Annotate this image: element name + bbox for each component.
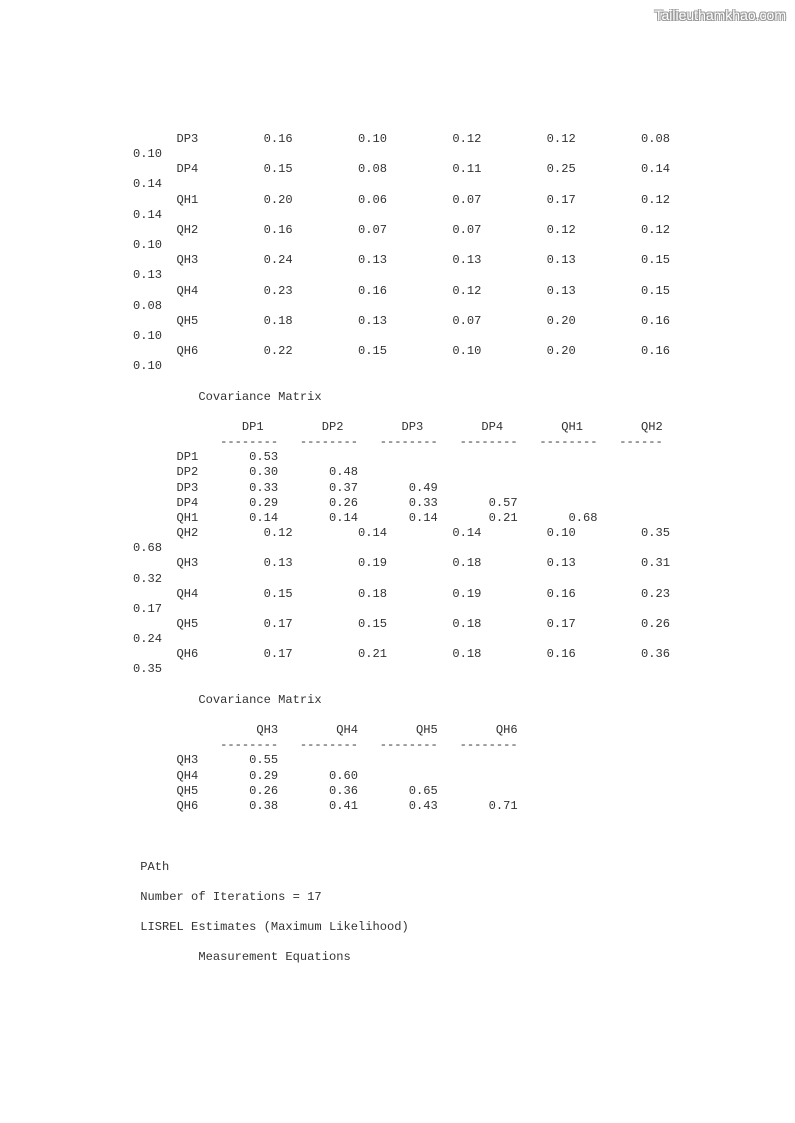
output-line: QH3 0.24 0.13 0.13 0.13 0.15 [133, 253, 671, 268]
output-line: DP3 0.33 0.37 0.49 [133, 480, 438, 495]
output-line: 0.10 [133, 147, 163, 162]
output-line: DP1 0.53 [133, 450, 279, 465]
output-line: 0.10 [133, 238, 163, 253]
output-line: QH1 0.14 0.14 0.14 0.21 0.68 [133, 510, 598, 525]
output-line: QH3 0.55 [133, 753, 279, 768]
output-line: QH2 0.12 0.14 0.14 0.10 0.35 [133, 526, 671, 541]
output-line: QH3 QH4 QH5 QH6 [133, 723, 518, 738]
output-line: QH6 0.22 0.15 0.10 0.20 0.16 [133, 344, 671, 359]
output-line [133, 708, 670, 723]
output-line: DP4 0.29 0.26 0.33 0.57 [133, 495, 518, 510]
output-line: 0.14 [133, 177, 163, 192]
output-line: DP3 0.16 0.10 0.12 0.12 0.08 [133, 132, 671, 146]
output-line [133, 844, 670, 859]
output-line: QH5 0.17 0.15 0.18 0.17 0.26 [133, 617, 671, 631]
output-line: QH2 0.16 0.07 0.07 0.12 0.12 [133, 222, 671, 237]
output-line: DP4 0.15 0.08 0.11 0.25 0.14 [133, 162, 671, 177]
output-line: QH5 0.26 0.36 0.65 [133, 783, 438, 798]
lisrel-output-text [133, 132, 670, 966]
output-line: 0.13 [133, 268, 163, 283]
output-line: 0.10 [133, 359, 163, 374]
output-line: -------- -------- -------- -------- [133, 738, 518, 753]
output-line: Covariance Matrix [133, 692, 322, 707]
output-line: 0.08 [133, 298, 163, 313]
output-line [133, 405, 670, 420]
output-line: 0.14 [133, 207, 163, 222]
output-line: 0.68 [133, 541, 163, 556]
output-line: QH4 0.23 0.16 0.12 0.13 0.15 [133, 283, 671, 298]
output-line: Number of Iterations = 17 [133, 889, 322, 904]
output-line: 0.24 [133, 632, 163, 647]
output-line [133, 375, 670, 390]
output-line: 0.10 [133, 329, 163, 344]
output-line: Covariance Matrix [133, 389, 322, 404]
output-line [133, 905, 670, 920]
output-line: DP1 DP2 DP3 DP4 QH1 QH2 [133, 419, 663, 434]
output-line: QH6 0.38 0.41 0.43 0.71 [133, 798, 518, 813]
output-line: QH4 0.15 0.18 0.19 0.16 0.23 [133, 586, 671, 601]
watermark: Tailieuthamkhao.com [654, 7, 786, 23]
output-line [133, 829, 670, 844]
output-line: QH3 0.13 0.19 0.18 0.13 0.31 [133, 556, 671, 571]
output-line: QH4 0.29 0.60 [133, 768, 358, 783]
output-line: DP2 0.30 0.48 [133, 465, 358, 480]
output-line [133, 814, 670, 829]
output-line: QH5 0.18 0.13 0.07 0.20 0.16 [133, 313, 671, 328]
output-line: -------- -------- -------- -------- -------- ------ [133, 435, 663, 450]
output-line: Measurement Equations [133, 950, 351, 965]
output-line: 0.35 [133, 662, 163, 677]
output-line: PAth [133, 859, 170, 874]
output-line: QH1 0.20 0.06 0.07 0.17 0.12 [133, 192, 671, 207]
output-line: LISREL Estimates (Maximum Likelihood) [133, 920, 409, 935]
output-line [133, 935, 670, 950]
output-line [133, 875, 670, 890]
output-line: 0.17 [133, 601, 163, 616]
output-line [133, 678, 670, 693]
output-line: 0.32 [133, 571, 163, 586]
output-line: QH6 0.17 0.21 0.18 0.16 0.36 [133, 647, 671, 662]
